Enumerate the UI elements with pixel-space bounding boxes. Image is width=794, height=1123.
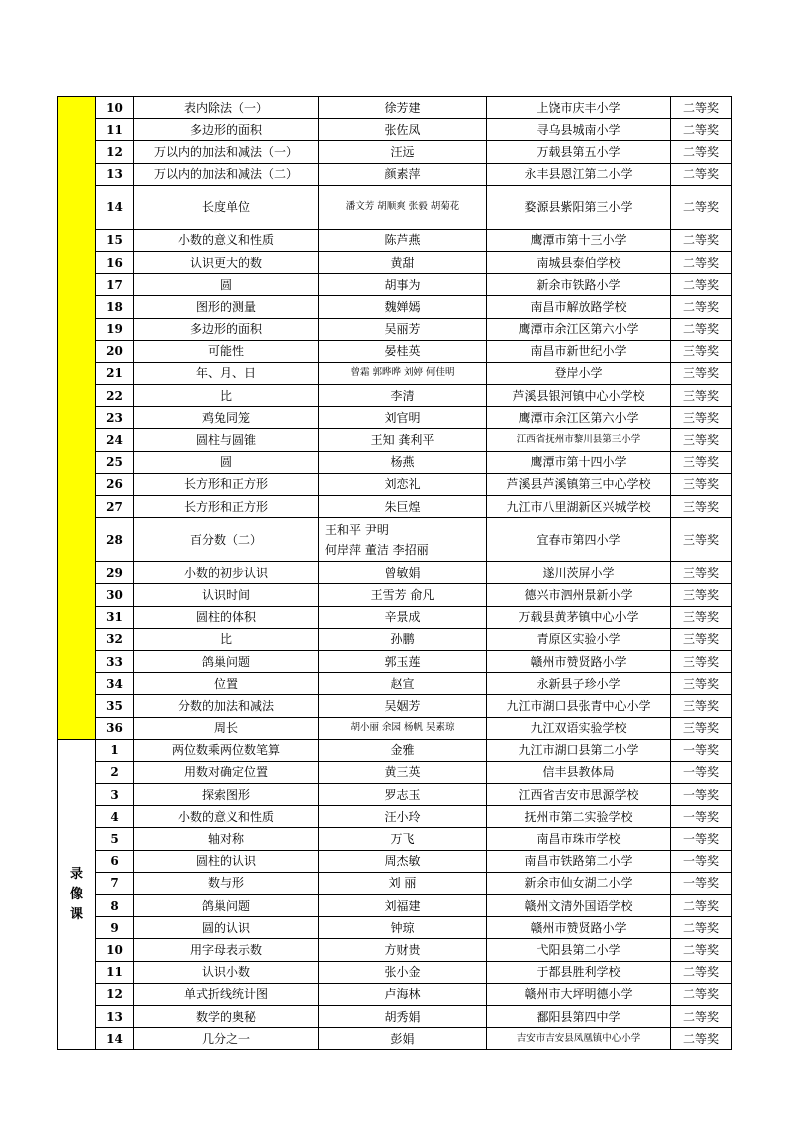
cell-lesson-title: 多边形的面积 — [134, 318, 319, 340]
cell-award: 一等奖 — [671, 828, 732, 850]
cell-school: 婺源县紫阳第三小学 — [487, 185, 671, 229]
cell-number: 13 — [96, 1005, 134, 1027]
table-row — [58, 917, 732, 939]
cell-award: 三等奖 — [671, 362, 732, 384]
table-row — [58, 1005, 732, 1027]
table-row — [58, 318, 732, 340]
cell-award: 一等奖 — [671, 872, 732, 894]
table-row — [58, 562, 732, 584]
cell-award: 二等奖 — [671, 97, 732, 119]
cell-number: 34 — [96, 673, 134, 695]
cell-teachers: 万飞 — [319, 828, 487, 850]
cell-school: 芦溪县芦溪镇第三中心学校 — [487, 473, 671, 495]
cell-number: 5 — [96, 828, 134, 850]
cell-number: 18 — [96, 296, 134, 318]
table-row — [58, 650, 732, 672]
cell-number: 28 — [96, 518, 134, 562]
cell-award: 二等奖 — [671, 895, 732, 917]
cell-lesson-title: 位置 — [134, 673, 319, 695]
section-marker-yellow — [58, 97, 96, 740]
cell-lesson-title: 长度单位 — [134, 185, 319, 229]
cell-lesson-title: 几分之一 — [134, 1028, 319, 1050]
cell-lesson-title: 年、月、日 — [134, 362, 319, 384]
cell-award: 二等奖 — [671, 939, 732, 961]
cell-school: 南城县泰伯学校 — [487, 251, 671, 273]
cell-teachers: 辛景成 — [319, 606, 487, 628]
cell-teachers: 罗志玉 — [319, 784, 487, 806]
table-row — [58, 695, 732, 717]
cell-school: 江西省抚州市黎川县第三小学 — [487, 429, 671, 451]
table-row — [58, 119, 732, 141]
cell-teachers: 胡事为 — [319, 274, 487, 296]
cell-lesson-title: 认识更大的数 — [134, 251, 319, 273]
cell-number: 29 — [96, 562, 134, 584]
cell-school: 青原区实验小学 — [487, 628, 671, 650]
section-label-video — [58, 739, 96, 1050]
cell-school: 南昌市珠市学校 — [487, 828, 671, 850]
cell-number: 10 — [96, 97, 134, 119]
cell-award: 二等奖 — [671, 1028, 732, 1050]
cell-number: 22 — [96, 385, 134, 407]
cell-award: 三等奖 — [671, 673, 732, 695]
cell-school: 抚州市第二实验学校 — [487, 806, 671, 828]
cell-number: 3 — [96, 784, 134, 806]
cell-number: 24 — [96, 429, 134, 451]
table-row — [58, 362, 732, 384]
cell-lesson-title: 多边形的面积 — [134, 119, 319, 141]
cell-award: 二等奖 — [671, 163, 732, 185]
cell-teachers — [319, 518, 487, 562]
table-row — [58, 407, 732, 429]
cell-lesson-title: 圆 — [134, 274, 319, 296]
cell-teachers: 李清 — [319, 385, 487, 407]
cell-award: 一等奖 — [671, 806, 732, 828]
table-row — [58, 518, 732, 562]
cell-award: 三等奖 — [671, 473, 732, 495]
cell-lesson-title: 比 — [134, 628, 319, 650]
table-row — [58, 850, 732, 872]
cell-lesson-title: 数与形 — [134, 872, 319, 894]
cell-school: 九江市湖口县张青中心小学 — [487, 695, 671, 717]
cell-award: 一等奖 — [671, 850, 732, 872]
table-row — [58, 451, 732, 473]
cell-number: 10 — [96, 939, 134, 961]
cell-lesson-title: 万以内的加法和减法（一） — [134, 141, 319, 163]
cell-lesson-title: 鸡兔同笼 — [134, 407, 319, 429]
table-row — [58, 806, 732, 828]
cell-teachers: 赵宣 — [319, 673, 487, 695]
cell-number: 17 — [96, 274, 134, 296]
cell-school: 芦溪县银河镇中心小学校 — [487, 385, 671, 407]
cell-teachers: 郭玉莲 — [319, 650, 487, 672]
table-row — [58, 163, 732, 185]
cell-teachers: 金雅 — [319, 739, 487, 761]
cell-teachers: 刘官明 — [319, 407, 487, 429]
table-row — [58, 939, 732, 961]
section-label: 录像课 — [69, 866, 83, 922]
table-row — [58, 251, 732, 273]
cell-award: 一等奖 — [671, 739, 732, 761]
table-row — [58, 872, 732, 894]
cell-award: 二等奖 — [671, 119, 732, 141]
table-row — [58, 141, 732, 163]
cell-teachers: 张佐凤 — [319, 119, 487, 141]
cell-number: 1 — [96, 739, 134, 761]
cell-school: 南昌市解放路学校 — [487, 296, 671, 318]
cell-teachers: 潘文芳 胡顺爽 张毅 胡菊花 — [319, 185, 487, 229]
cell-lesson-title: 万以内的加法和减法（二） — [134, 163, 319, 185]
cell-school: 信丰县教体局 — [487, 761, 671, 783]
table-row — [58, 340, 732, 362]
cell-teachers: 晏桂英 — [319, 340, 487, 362]
cell-award: 二等奖 — [671, 983, 732, 1005]
cell-award: 三等奖 — [671, 717, 732, 739]
cell-award: 二等奖 — [671, 917, 732, 939]
cell-number: 11 — [96, 961, 134, 983]
table-row — [58, 717, 732, 739]
teacher-line: 何岸萍 董洁 李招丽 — [325, 542, 429, 557]
cell-teachers: 王知 龚利平 — [319, 429, 487, 451]
cell-lesson-title: 小数的意义和性质 — [134, 806, 319, 828]
cell-number: 4 — [96, 806, 134, 828]
cell-lesson-title: 周长 — [134, 717, 319, 739]
cell-teachers: 刘恋礼 — [319, 473, 487, 495]
cell-lesson-title: 鸽巢问题 — [134, 650, 319, 672]
cell-school: 鄱阳县第四中学 — [487, 1005, 671, 1027]
table-row — [58, 429, 732, 451]
cell-number: 11 — [96, 119, 134, 141]
cell-teachers: 彭娟 — [319, 1028, 487, 1050]
cell-teachers: 朱巨煌 — [319, 496, 487, 518]
cell-award: 一等奖 — [671, 784, 732, 806]
table-row — [58, 97, 732, 119]
cell-number: 25 — [96, 451, 134, 473]
cell-school: 鹰潭市余江区第六小学 — [487, 318, 671, 340]
cell-school: 南昌市新世纪小学 — [487, 340, 671, 362]
cell-lesson-title: 用字母表示数 — [134, 939, 319, 961]
cell-number: 33 — [96, 650, 134, 672]
cell-teachers: 周杰敏 — [319, 850, 487, 872]
cell-award: 三等奖 — [671, 496, 732, 518]
cell-award: 一等奖 — [671, 761, 732, 783]
cell-teachers: 方财贵 — [319, 939, 487, 961]
cell-teachers: 魏婵嫣 — [319, 296, 487, 318]
cell-teachers: 卢海林 — [319, 983, 487, 1005]
cell-school: 永丰县恩江第二小学 — [487, 163, 671, 185]
cell-award: 三等奖 — [671, 518, 732, 562]
cell-lesson-title: 圆 — [134, 451, 319, 473]
cell-number: 12 — [96, 983, 134, 1005]
cell-teachers: 胡小丽 余园 杨帆 吴素琼 — [319, 717, 487, 739]
table-row — [58, 496, 732, 518]
cell-number: 12 — [96, 141, 134, 163]
table-row — [58, 584, 732, 606]
cell-lesson-title: 圆的认识 — [134, 917, 319, 939]
table-row — [58, 606, 732, 628]
cell-teachers: 刘 丽 — [319, 872, 487, 894]
cell-number: 13 — [96, 163, 134, 185]
teacher-line: 王和平 尹明 — [325, 522, 389, 537]
cell-school: 九江双语实验学校 — [487, 717, 671, 739]
table-row — [58, 1028, 732, 1050]
table-row — [58, 761, 732, 783]
cell-award: 二等奖 — [671, 185, 732, 229]
cell-award: 三等奖 — [671, 562, 732, 584]
cell-award: 二等奖 — [671, 274, 732, 296]
cell-lesson-title: 比 — [134, 385, 319, 407]
table-row — [58, 739, 732, 761]
cell-award: 三等奖 — [671, 451, 732, 473]
cell-award: 二等奖 — [671, 1005, 732, 1027]
table-row — [58, 385, 732, 407]
cell-lesson-title: 认识时间 — [134, 584, 319, 606]
cell-award: 三等奖 — [671, 340, 732, 362]
cell-teachers: 黄甜 — [319, 251, 487, 273]
cell-teachers: 王雪芳 俞凡 — [319, 584, 487, 606]
cell-award: 三等奖 — [671, 584, 732, 606]
cell-number: 19 — [96, 318, 134, 340]
cell-lesson-title: 长方形和正方形 — [134, 496, 319, 518]
cell-number: 20 — [96, 340, 134, 362]
cell-teachers: 徐芳建 — [319, 97, 487, 119]
cell-lesson-title: 单式折线统计图 — [134, 983, 319, 1005]
cell-number: 36 — [96, 717, 134, 739]
table-row — [58, 185, 732, 229]
cell-number: 9 — [96, 917, 134, 939]
cell-number: 31 — [96, 606, 134, 628]
cell-school: 德兴市泗州景新小学 — [487, 584, 671, 606]
cell-number: 14 — [96, 1028, 134, 1050]
table-row — [58, 784, 732, 806]
cell-school: 弋阳县第二小学 — [487, 939, 671, 961]
cell-lesson-title: 圆柱的体积 — [134, 606, 319, 628]
cell-school: 永新县子珍小学 — [487, 673, 671, 695]
cell-lesson-title: 可能性 — [134, 340, 319, 362]
cell-number: 6 — [96, 850, 134, 872]
cell-lesson-title: 圆柱与圆锥 — [134, 429, 319, 451]
cell-teachers: 钟琼 — [319, 917, 487, 939]
cell-school: 遂川茨屏小学 — [487, 562, 671, 584]
cell-lesson-title: 圆柱的认识 — [134, 850, 319, 872]
cell-school: 南昌市铁路第二小学 — [487, 850, 671, 872]
cell-teachers: 吴丽芳 — [319, 318, 487, 340]
cell-lesson-title: 表内除法（一） — [134, 97, 319, 119]
cell-award: 二等奖 — [671, 141, 732, 163]
cell-school: 九江市湖口县第二小学 — [487, 739, 671, 761]
cell-school: 九江市八里湖新区兴城学校 — [487, 496, 671, 518]
cell-lesson-title: 分数的加法和减法 — [134, 695, 319, 717]
cell-lesson-title: 两位数乘两位数笔算 — [134, 739, 319, 761]
cell-number: 35 — [96, 695, 134, 717]
cell-number: 32 — [96, 628, 134, 650]
cell-school: 登岸小学 — [487, 362, 671, 384]
cell-school: 赣州市赞贤路小学 — [487, 917, 671, 939]
table-row — [58, 983, 732, 1005]
cell-school: 新余市仙女湖二小学 — [487, 872, 671, 894]
cell-teachers: 吴姻芳 — [319, 695, 487, 717]
cell-number: 30 — [96, 584, 134, 606]
cell-number: 21 — [96, 362, 134, 384]
cell-award: 二等奖 — [671, 296, 732, 318]
cell-teachers: 孙鹏 — [319, 628, 487, 650]
cell-lesson-title: 认识小数 — [134, 961, 319, 983]
cell-number: 8 — [96, 895, 134, 917]
cell-lesson-title: 数学的奥秘 — [134, 1005, 319, 1027]
cell-lesson-title: 鸽巢问题 — [134, 895, 319, 917]
cell-school: 赣州市赞贤路小学 — [487, 650, 671, 672]
cell-school: 新余市铁路小学 — [487, 274, 671, 296]
cell-teachers: 杨燕 — [319, 451, 487, 473]
table-row — [58, 274, 732, 296]
cell-teachers: 张小金 — [319, 961, 487, 983]
cell-teachers: 颜素萍 — [319, 163, 487, 185]
cell-lesson-title: 探索图形 — [134, 784, 319, 806]
table-row — [58, 229, 732, 251]
table-row — [58, 961, 732, 983]
cell-school: 鹰潭市余江区第六小学 — [487, 407, 671, 429]
cell-school: 赣州市大坪明德小学 — [487, 983, 671, 1005]
cell-award: 二等奖 — [671, 229, 732, 251]
cell-school: 赣州文清外国语学校 — [487, 895, 671, 917]
cell-teachers: 刘福建 — [319, 895, 487, 917]
cell-award: 三等奖 — [671, 695, 732, 717]
cell-school: 宜春市第四小学 — [487, 518, 671, 562]
cell-award: 二等奖 — [671, 961, 732, 983]
awards-table — [57, 96, 732, 1050]
cell-award: 三等奖 — [671, 650, 732, 672]
cell-lesson-title: 图形的测量 — [134, 296, 319, 318]
cell-school: 于都县胜利学校 — [487, 961, 671, 983]
cell-award: 三等奖 — [671, 385, 732, 407]
cell-school: 万载县黄茅镇中心小学 — [487, 606, 671, 628]
cell-number: 7 — [96, 872, 134, 894]
cell-school: 江西省吉安市思源学校 — [487, 784, 671, 806]
cell-award: 三等奖 — [671, 628, 732, 650]
table-row — [58, 673, 732, 695]
cell-teachers: 汪远 — [319, 141, 487, 163]
cell-award: 三等奖 — [671, 407, 732, 429]
cell-teachers: 胡秀娟 — [319, 1005, 487, 1027]
cell-school: 吉安市吉安县凤凰镇中心小学 — [487, 1028, 671, 1050]
cell-teachers: 汪小玲 — [319, 806, 487, 828]
table-row — [58, 828, 732, 850]
cell-lesson-title: 轴对称 — [134, 828, 319, 850]
awards-table-body — [58, 97, 732, 1050]
cell-number: 23 — [96, 407, 134, 429]
cell-lesson-title: 小数的意义和性质 — [134, 229, 319, 251]
cell-number: 16 — [96, 251, 134, 273]
cell-number: 26 — [96, 473, 134, 495]
cell-award: 三等奖 — [671, 429, 732, 451]
table-row — [58, 895, 732, 917]
table-row — [58, 473, 732, 495]
table-row — [58, 628, 732, 650]
cell-teachers: 黄三英 — [319, 761, 487, 783]
cell-number: 14 — [96, 185, 134, 229]
cell-number: 27 — [96, 496, 134, 518]
cell-lesson-title: 用数对确定位置 — [134, 761, 319, 783]
cell-award: 三等奖 — [671, 606, 732, 628]
cell-lesson-title: 百分数（二） — [134, 518, 319, 562]
cell-school: 鹰潭市第十四小学 — [487, 451, 671, 473]
cell-teachers: 曾敏娟 — [319, 562, 487, 584]
cell-award: 二等奖 — [671, 318, 732, 340]
cell-school: 万载县第五小学 — [487, 141, 671, 163]
table-row — [58, 296, 732, 318]
cell-number: 15 — [96, 229, 134, 251]
cell-lesson-title: 小数的初步认识 — [134, 562, 319, 584]
cell-school: 寻乌县城南小学 — [487, 119, 671, 141]
cell-school: 上饶市庆丰小学 — [487, 97, 671, 119]
cell-award: 二等奖 — [671, 251, 732, 273]
cell-teachers: 曾霜 郭晔晔 刘婷 何佳明 — [319, 362, 487, 384]
cell-number: 2 — [96, 761, 134, 783]
cell-school: 鹰潭市第十三小学 — [487, 229, 671, 251]
cell-lesson-title: 长方形和正方形 — [134, 473, 319, 495]
cell-teachers: 陈芦燕 — [319, 229, 487, 251]
